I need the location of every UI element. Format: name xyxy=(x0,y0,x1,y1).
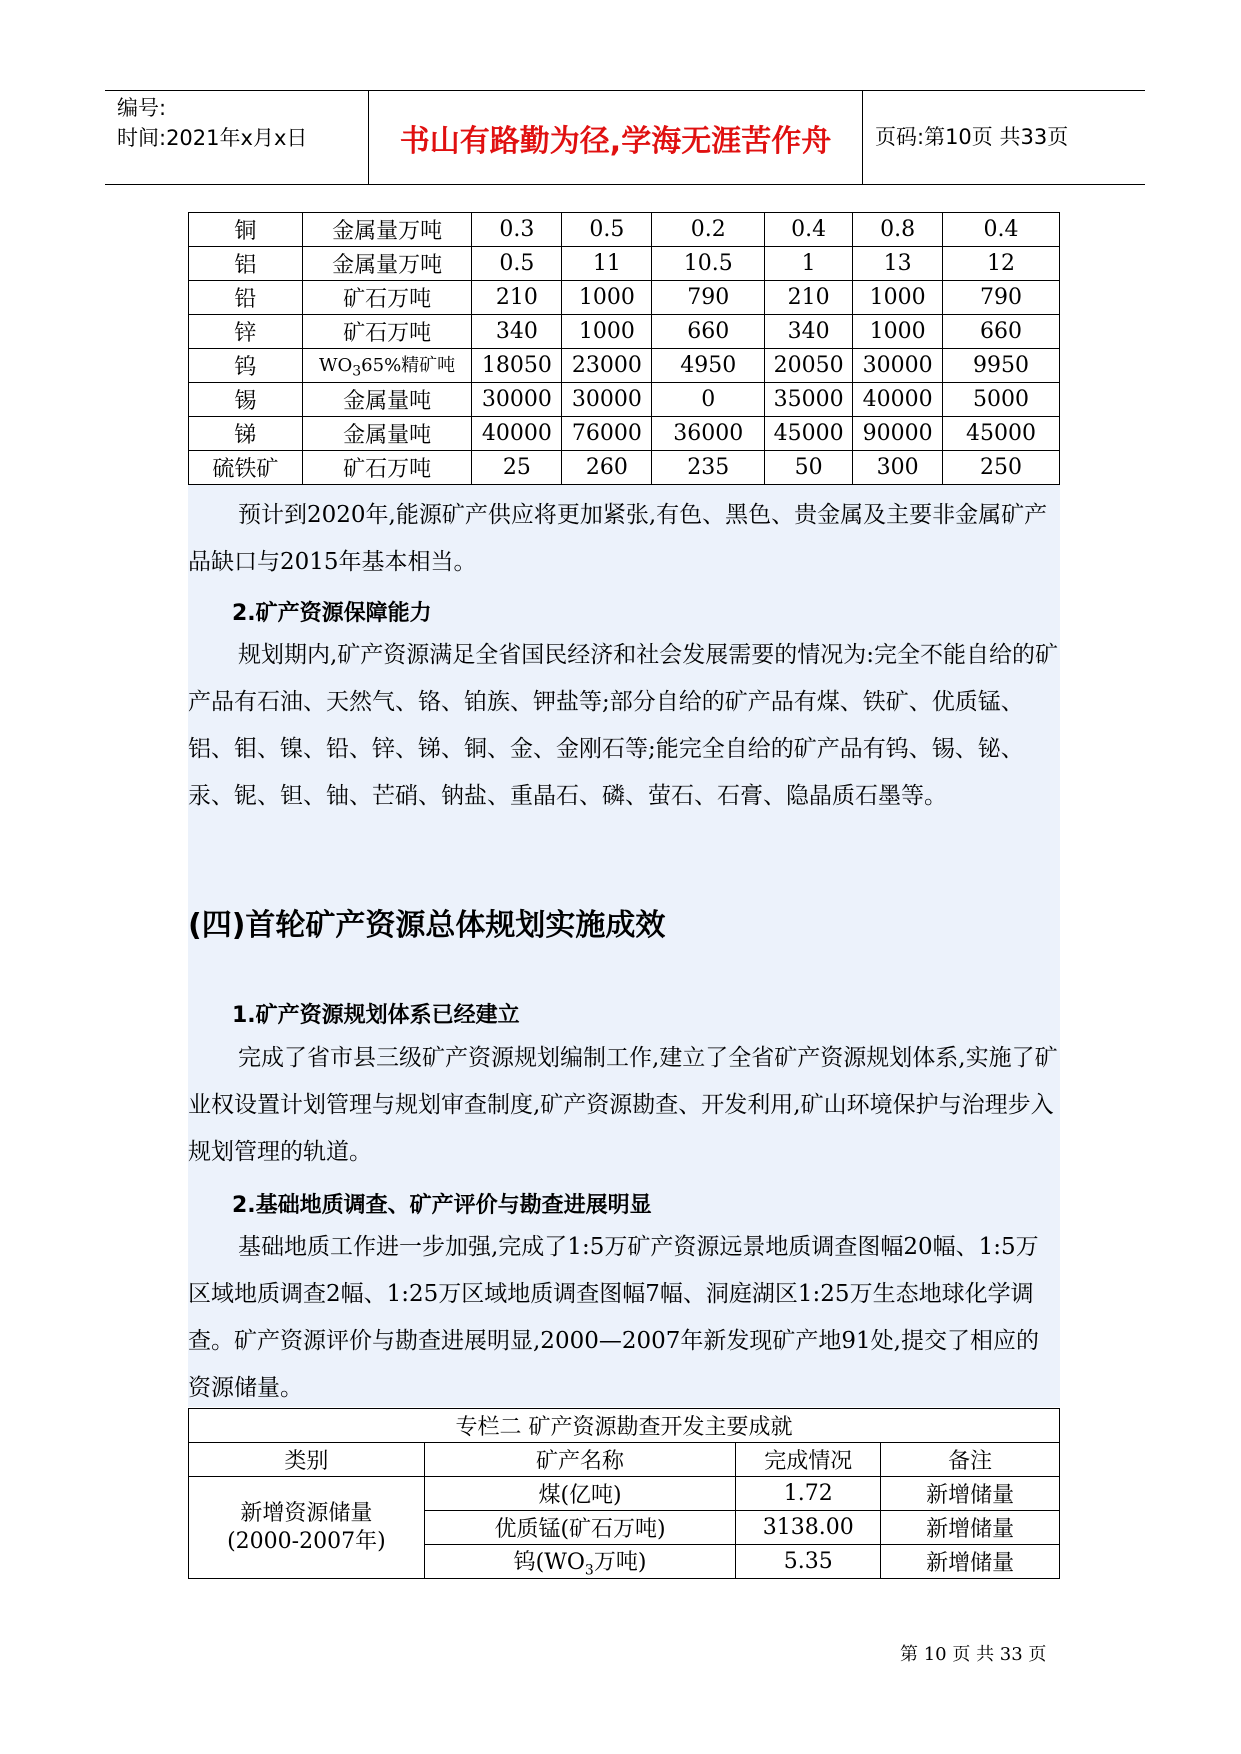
value-cell: 23000 xyxy=(562,349,652,383)
table-row xyxy=(189,451,1060,485)
mineral-cell: 铜 xyxy=(189,213,303,247)
value-cell: 235 xyxy=(652,451,765,485)
value-cell: 210 xyxy=(472,281,562,315)
value-cell: 790 xyxy=(943,281,1060,315)
col-header-completion: 完成情况 xyxy=(736,1443,881,1477)
value-cell: 20050 xyxy=(765,349,853,383)
value-cell: 30000 xyxy=(562,383,652,417)
mineral-gap-table xyxy=(188,212,1060,485)
header-meta xyxy=(117,93,307,153)
col-header-mineral-name: 矿产名称 xyxy=(424,1443,736,1477)
value-cell: 0.8 xyxy=(853,213,943,247)
unit-cell: 矿石万吨 xyxy=(302,315,472,349)
value-cell: 18050 xyxy=(472,349,562,383)
table-row xyxy=(189,315,1060,349)
mineral-name-cell: 煤(亿吨) xyxy=(424,1477,736,1511)
value-cell: 40000 xyxy=(472,417,562,451)
value-cell: 4950 xyxy=(652,349,765,383)
value-cell: 25 xyxy=(472,451,562,485)
value-cell: 0 xyxy=(652,383,765,417)
completion-cell: 5.35 xyxy=(736,1545,881,1579)
page-footer: 第 10 页 共 33 页 xyxy=(900,1644,1047,1665)
value-cell: 1000 xyxy=(562,315,652,349)
header-time-label: 时间:2021年x月x日 xyxy=(117,126,308,150)
value-cell: 1000 xyxy=(853,281,943,315)
value-cell: 45000 xyxy=(765,417,853,451)
value-cell: 11 xyxy=(562,247,652,281)
table-row xyxy=(189,1477,1060,1511)
unit-cell: $WO_365\%$精矿吨 xyxy=(302,349,472,383)
col-header-remarks: 备注 xyxy=(881,1443,1060,1477)
table-row xyxy=(189,383,1060,417)
unit-cell: 金属量吨 xyxy=(302,383,472,417)
unit-cell: 矿石万吨 xyxy=(302,281,472,315)
value-cell: 35000 xyxy=(765,383,853,417)
table-row xyxy=(189,349,1060,383)
header-slogan: 书山有路勤为径,学海无涯苦作舟 xyxy=(399,123,832,159)
value-cell: 45000 xyxy=(943,417,1060,451)
unit-cell: 矿石万吨 xyxy=(302,451,472,485)
table-title: 专栏二 矿产资源勘查开发主要成就 xyxy=(189,1409,1060,1443)
value-cell: 0.4 xyxy=(943,213,1060,247)
exploration-achievements-table xyxy=(188,1408,1060,1579)
heading-geological-survey: 2.基础地质调查、矿产评价与勘查进展明显 xyxy=(232,1193,652,1218)
value-cell: 790 xyxy=(652,281,765,315)
mineral-cell: 铅 xyxy=(189,281,303,315)
value-cell: 340 xyxy=(765,315,853,349)
value-cell: 40000 xyxy=(853,383,943,417)
value-cell: 13 xyxy=(853,247,943,281)
value-cell: 50 xyxy=(765,451,853,485)
value-cell: 210 xyxy=(765,281,853,315)
mineral-name-cell: 优质锰(矿石万吨) xyxy=(424,1511,736,1545)
table-title-row xyxy=(189,1409,1060,1443)
paragraph-resource-guarantee: 规划期内,矿产资源满足全省国民经济和社会发展需要的情况为:完全不能自给的矿产品有石油、天然气、铬、铂族、钾盐等;部分自给的矿产品有煤、铁矿、优质锰、铝、钼、镍、铅、锌、锑、铜、金、金刚石等;能完全自给的矿产品有钨、锡、铋、汞、铌、钽、铀、芒硝、钠盐、重晶石、磷、萤石、石膏、隐晶质石墨等。 xyxy=(188,642,1059,809)
table-header-row xyxy=(189,1443,1060,1477)
value-cell: 5000 xyxy=(943,383,1060,417)
heading-planning-system: 1.矿产资源规划体系已经建立 xyxy=(232,1003,520,1028)
value-cell: 30000 xyxy=(853,349,943,383)
value-cell: 1000 xyxy=(562,281,652,315)
category-cell xyxy=(189,1477,425,1579)
value-cell: 90000 xyxy=(853,417,943,451)
value-cell: 0.5 xyxy=(562,213,652,247)
value-cell: 260 xyxy=(562,451,652,485)
remarks-cell: 新增储量 xyxy=(881,1477,1060,1511)
section-heading-plan-results: (四)首轮矿产资源总体规划实施成效 xyxy=(188,908,666,943)
header-divider xyxy=(862,91,863,184)
category-label: 新增资源储量 xyxy=(240,1500,373,1526)
unit-cell: 金属量万吨 xyxy=(302,247,472,281)
heading-resource-guarantee: 2.矿产资源保障能力 xyxy=(232,601,432,626)
remarks-cell: 新增储量 xyxy=(881,1511,1060,1545)
value-cell: 30000 xyxy=(472,383,562,417)
remarks-cell: 新增储量 xyxy=(881,1545,1060,1579)
value-cell: 10.5 xyxy=(652,247,765,281)
mineral-cell: 锑 xyxy=(189,417,303,451)
unit-cell: 金属量吨 xyxy=(302,417,472,451)
value-cell: 0.2 xyxy=(652,213,765,247)
completion-cell: 3138.00 xyxy=(736,1511,881,1545)
mineral-cell: 钨 xyxy=(189,349,303,383)
value-cell: 76000 xyxy=(562,417,652,451)
value-cell: 36000 xyxy=(652,417,765,451)
value-cell: 0.5 xyxy=(472,247,562,281)
table-row xyxy=(189,417,1060,451)
mineral-cell: 硫铁矿 xyxy=(189,451,303,485)
value-cell: 660 xyxy=(652,315,765,349)
table-row xyxy=(189,213,1060,247)
value-cell: 660 xyxy=(943,315,1060,349)
completion-cell: 1.72 xyxy=(736,1477,881,1511)
value-cell: 12 xyxy=(943,247,1060,281)
value-cell: 1 xyxy=(765,247,853,281)
unit-cell: 金属量万吨 xyxy=(302,213,472,247)
mineral-cell: 锡 xyxy=(189,383,303,417)
page-header xyxy=(105,90,1145,185)
col-header-category: 类别 xyxy=(189,1443,425,1477)
paragraph-forecast-2020: 预计到2020年,能源矿产供应将更加紧张,有色、黑色、贵金属及主要非金属矿产品缺口与2015年基本相当。 xyxy=(188,502,1048,575)
table-row xyxy=(189,247,1060,281)
value-cell: 340 xyxy=(472,315,562,349)
header-number-label: 编号: xyxy=(117,96,167,120)
value-cell: 1000 xyxy=(853,315,943,349)
value-cell: 0.3 xyxy=(472,213,562,247)
mineral-cell: 锌 xyxy=(189,315,303,349)
header-page-info: 页码:第10页 共33页 xyxy=(875,125,1069,149)
paragraph-geological-survey: 基础地质工作进一步加强,完成了1:5万矿产资源远景地质调查图幅20幅、1:5万区域地质调查2幅、1:25万区域地质调查图幅7幅、洞庭湖区1:25万生态地球化学调查。矿产资源评价与勘查进展明显,2000—2007年新发现矿产地91处,提交了相应的资源储量。 xyxy=(188,1234,1039,1401)
mineral-name-cell: 钨($WO_3$万吨) xyxy=(424,1545,736,1579)
paragraph-planning-system: 完成了省市县三级矿产资源规划编制工作,建立了全省矿产资源规划体系,实施了矿业权设置计划管理与规划审查制度,矿产资源勘查、开发利用,矿山环境保护与治理步入规划管理的轨道。 xyxy=(188,1045,1058,1165)
category-years: (2000-2007年) xyxy=(227,1528,386,1554)
mineral-cell: 铝 xyxy=(189,247,303,281)
value-cell: 0.4 xyxy=(765,213,853,247)
value-cell: 300 xyxy=(853,451,943,485)
value-cell: 9950 xyxy=(943,349,1060,383)
table-row xyxy=(189,281,1060,315)
value-cell: 250 xyxy=(943,451,1060,485)
